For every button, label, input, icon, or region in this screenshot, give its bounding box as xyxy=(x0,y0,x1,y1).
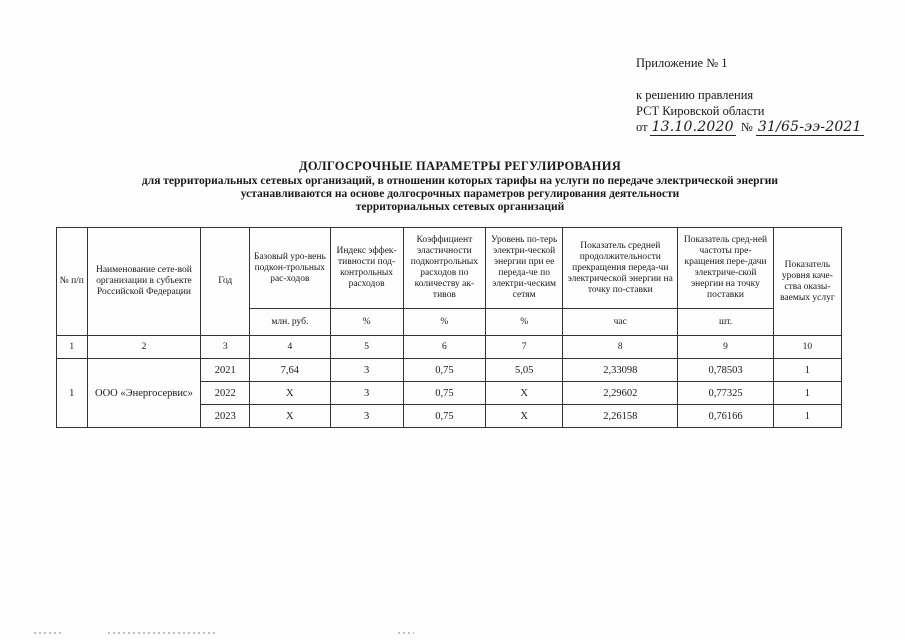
org-row-number: 1 xyxy=(57,359,88,428)
title-main: ДОЛГОСРОЧНЫЕ ПАРАМЕТРЫ РЕГУЛИРОВАНИЯ xyxy=(298,159,622,173)
decision-date-number xyxy=(636,119,864,135)
header-no: № п/п xyxy=(57,228,88,336)
cell-idx: 3 xyxy=(330,405,403,428)
cell-freq: 0,76166 xyxy=(678,405,774,428)
header-duration: Показатель средней продолжительности прекращения переда-чи электрической энергии на точку по-ставки xyxy=(563,228,678,309)
col-number: 3 xyxy=(201,336,250,359)
cell-year: 2021 xyxy=(201,359,250,382)
title-line-3: устанавливаются на основе долгосрочных параметров регулирования деятельности xyxy=(240,188,680,200)
header-efficiency-index: Индекс эффек-тивности под-контрольных расходов xyxy=(330,228,403,309)
cell-loss: Х xyxy=(486,405,563,428)
org-name: ООО «Энергосервис» xyxy=(87,359,201,428)
cell-year: 2022 xyxy=(201,382,250,405)
appendix-number: Приложение № 1 xyxy=(636,56,728,70)
unit-idx: % xyxy=(330,309,403,336)
cell-dur: 2,33098 xyxy=(563,359,678,382)
decision-reference: к решению правления xyxy=(636,88,754,102)
unit-loss: % xyxy=(486,309,563,336)
unit-base: млн. руб. xyxy=(250,309,330,336)
cell-year: 2023 xyxy=(201,405,250,428)
col-number: 10 xyxy=(773,336,841,359)
number-prefix: № xyxy=(740,120,753,134)
cell-base: Х xyxy=(250,405,330,428)
scan-artifact xyxy=(108,632,218,634)
cell-loss: Х xyxy=(486,382,563,405)
col-number: 4 xyxy=(250,336,330,359)
authority-name: РСТ Кировской области xyxy=(636,104,765,118)
col-number: 5 xyxy=(330,336,403,359)
header-losses: Уровень по-терь электри-ческой энергии при ее переда-че по электри-ческим сетям xyxy=(486,228,563,309)
header-quality: Показатель уровня каче-ства оказы-ваемых услуг xyxy=(773,228,841,336)
cell-qual: 1 xyxy=(773,382,841,405)
title-line-4: территориальных сетевых организаций xyxy=(355,201,565,213)
table-row xyxy=(57,359,842,382)
col-number: 1 xyxy=(57,336,88,359)
cell-coef: 0,75 xyxy=(403,405,485,428)
document-title xyxy=(100,160,820,214)
unit-dur: час xyxy=(563,309,678,336)
cell-freq: 0,77325 xyxy=(678,382,774,405)
unit-freq: шт. xyxy=(678,309,774,336)
from-prefix: от xyxy=(636,120,648,134)
col-number: 9 xyxy=(678,336,774,359)
cell-freq: 0,78503 xyxy=(678,359,774,382)
header-base-level: Базовый уро-вень подкон-трольных рас-ходов xyxy=(250,228,330,309)
scan-artifact xyxy=(398,632,414,634)
handwritten-date: 13.10.2020 xyxy=(651,119,734,135)
header-year: Год xyxy=(201,228,250,336)
title-line-2: для территориальных сетевых организаций, в отношении которых тарифы на услуги по передаче электрической энергии xyxy=(141,175,779,187)
cell-qual: 1 xyxy=(773,359,841,382)
cell-loss: 5,05 xyxy=(486,359,563,382)
column-number-row xyxy=(57,336,842,359)
scan-artifact xyxy=(34,632,64,634)
col-number: 8 xyxy=(563,336,678,359)
cell-coef: 0,75 xyxy=(403,359,485,382)
cell-idx: 3 xyxy=(330,382,403,405)
col-number: 2 xyxy=(87,336,201,359)
col-number: 7 xyxy=(486,336,563,359)
header-frequency: Показатель сред-ней частоты пре-кращения пере-дачи электриче-ской энергии на точку поставки xyxy=(678,228,774,309)
header-elasticity: Коэффициент эластичности подконтрольных расходов по количеству ак-тивов xyxy=(403,228,485,309)
col-number: 6 xyxy=(403,336,485,359)
unit-coef: % xyxy=(403,309,485,336)
cell-qual: 1 xyxy=(773,405,841,428)
header-org-name: Наименование сете-вой организации в субъекте Российской Федерации xyxy=(87,228,201,336)
cell-base: 7,64 xyxy=(250,359,330,382)
cell-coef: 0,75 xyxy=(403,382,485,405)
appendix-block xyxy=(636,55,864,135)
cell-idx: 3 xyxy=(330,359,403,382)
cell-dur: 2,26158 xyxy=(563,405,678,428)
handwritten-number: 31/65-ээ-2021 xyxy=(757,119,862,135)
cell-base: Х xyxy=(250,382,330,405)
cell-dur: 2,29602 xyxy=(563,382,678,405)
parameters-table xyxy=(56,227,842,428)
table-header-row xyxy=(57,228,842,309)
